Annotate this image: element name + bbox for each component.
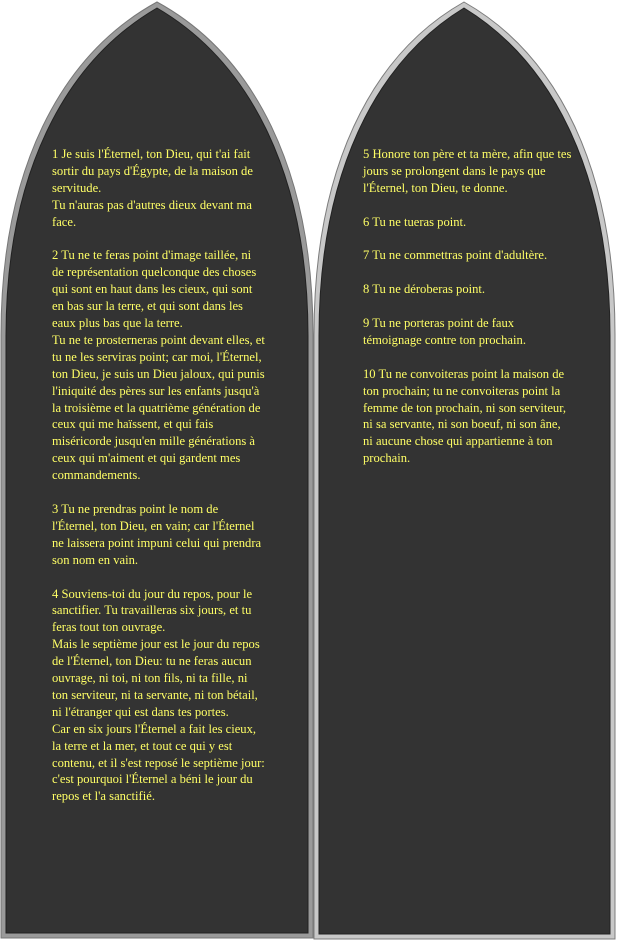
commandment-3: 3 Tu ne prendras point le nom de l'Éternel, ton Dieu, en vain; car l'Éternel ne laissera point impuni celui qui prendra son nom en vain. [52, 502, 262, 567]
commandment-7: 7 Tu ne commettras point d'adultère. [363, 248, 548, 263]
commandment-4: 4 Souviens-toi du jour du repos, pour le sanctifier. Tu travailleras six jours, et tu feras tout ton ouvrage. Mais le septième jour est le jour du repos de l'Éternel, ton Dieu: tu ne feras aucun ouvrage, ni toi, ni ton fils, ni ta fille, ni ton serviteur, ni ta servante, ni ton bétail, ni l'étranger qui est dans tes portes. Car en six jours l'Éternel a fait les cieux, la terre et la mer, et tout ce qui y est contenu, et il s'est reposé le septième jour: c'est pourquoi l'Éternel a béni le jour du repos et l'a sanctifié. [52, 586, 265, 804]
commandment-2: 2 Tu ne te feras point d'image taillée, ni de représentation quelconque des choses qui sont en haut dans les cieux, qui sont en bas sur la terre, et qui sont dans les eaux plus bas que la terre. Tu ne te prosterneras point devant elles, et tu ne les serviras point; car moi, l'Éternel, ton Dieu, je suis un Dieu jaloux, qui punis l'iniquité des pères sur les enfants jusqu'à la troisième et la quatrième génération de ceux qui me haïssent, et qui fais miséricorde jusqu'en mille générations à ceux qui m'aiment et qui gardent mes commandements. [52, 248, 265, 483]
commandment-8: 8 Tu ne déroberas point. [363, 282, 486, 297]
commandment-9: 9 Tu ne porteras point de faux témoignage contre ton prochain. [363, 316, 526, 347]
commandment-6: 6 Tu ne tueras point. [363, 214, 467, 229]
commandment-5: 5 Honore ton père et ta mère, afin que tes jours se prolongent dans le pays que l'Éternel, ton Dieu, te donne. [363, 147, 572, 195]
right-tablet-text [363, 146, 573, 467]
commandment-10: 10 Tu ne convoiteras point la maison de ton prochain; tu ne convoiteras point la femme de ton prochain, ni son serviteur, ni sa servante, ni son boeuf, ni son âne, ni aucune chose qui appartienne à ton prochain. [363, 366, 567, 466]
right-tablet [314, 2, 615, 939]
commandment-1: 1 Je suis l'Éternel, ton Dieu, qui t'ai fait sortir du pays d'Égypte, de la maison de servitude. Tu n'auras pas d'autres dieux devant ma face. [52, 147, 253, 229]
left-tablet-text [52, 146, 266, 805]
